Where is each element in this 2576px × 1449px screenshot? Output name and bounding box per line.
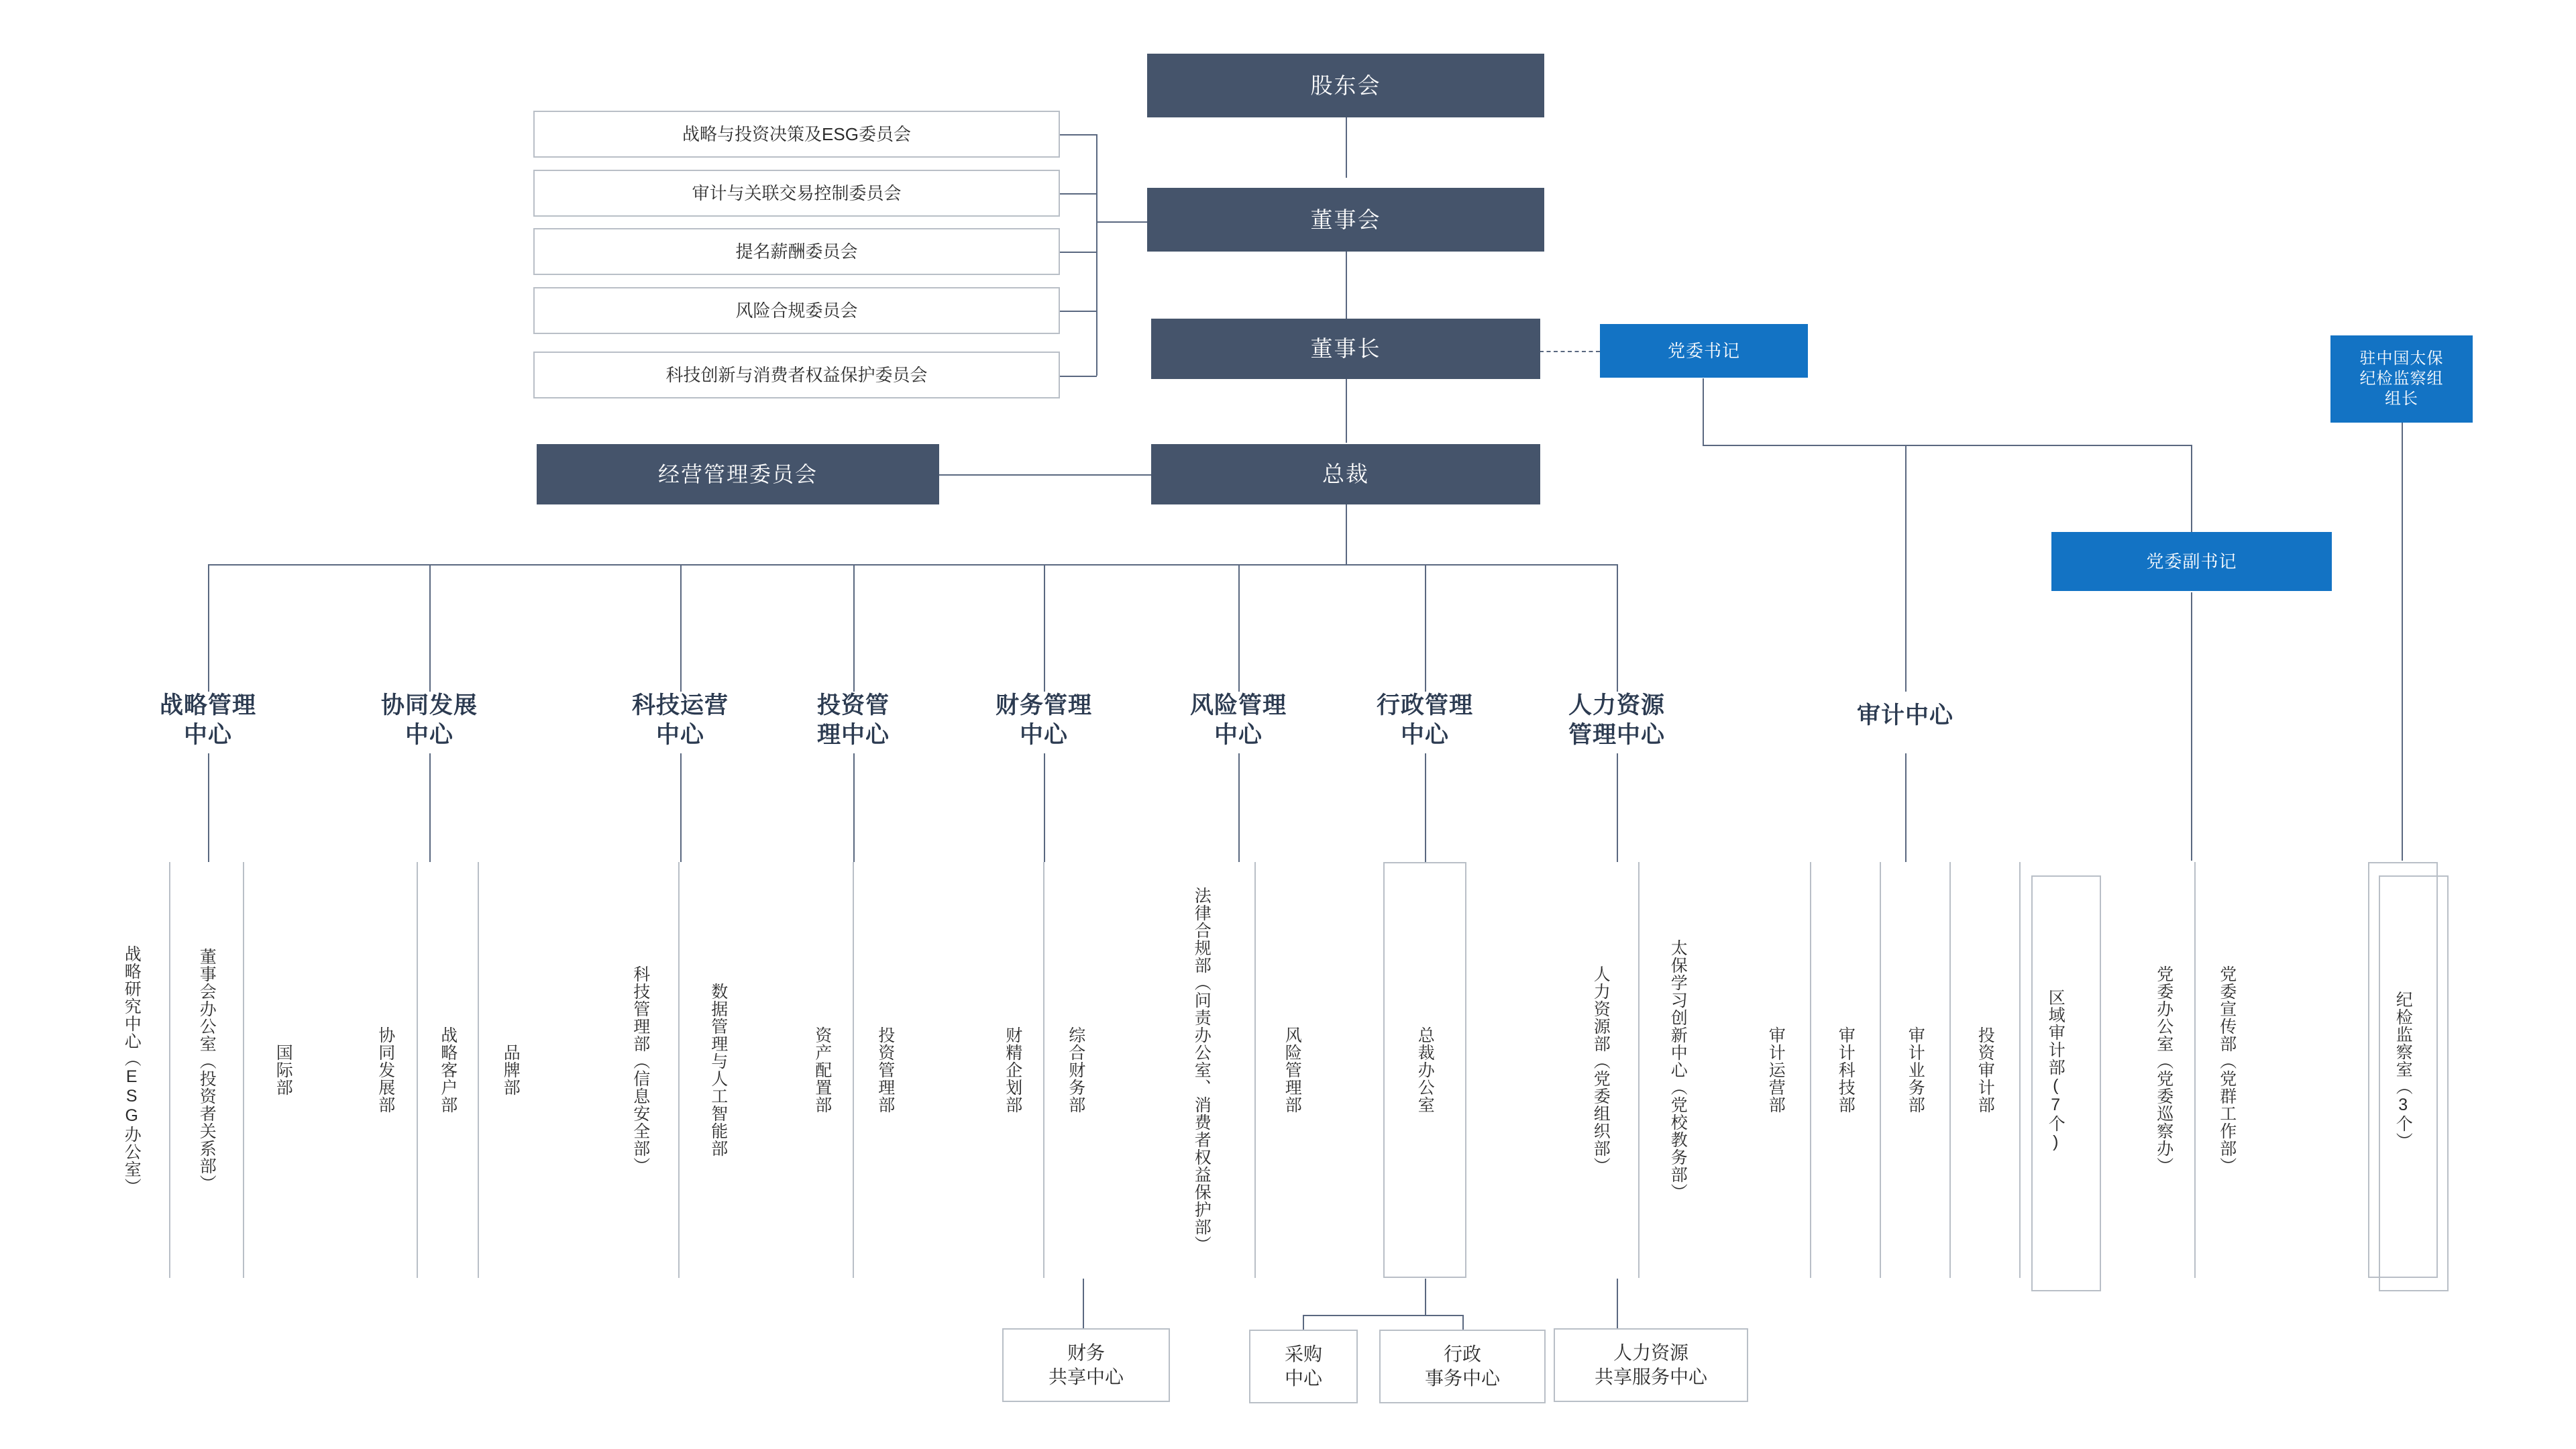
node-chairman[interactable]: 董事长 <box>1151 319 1540 379</box>
dept-audit-technology[interactable]: 审计科技部 <box>1811 862 1881 1278</box>
connector-committee-trunk <box>1096 134 1097 376</box>
center5-line2: 中心 <box>1019 721 1068 748</box>
connector-to-party-deputy <box>2191 445 2192 532</box>
dept-audit-business[interactable]: 审计业务部 <box>1881 862 1951 1278</box>
center-title-administration <box>1324 691 1525 750</box>
connector-board-chairman <box>1346 252 1347 319</box>
dept-brand[interactable]: 品牌部 <box>479 862 542 1278</box>
connector-party-secretary-down <box>1703 378 1704 445</box>
center6-line2: 中心 <box>1214 721 1263 748</box>
center5-line1: 财务管理 <box>995 692 1092 718</box>
dept-party-office[interactable]: 党委办公室（党委巡察办） <box>2133 862 2196 1278</box>
dept-taibao-learning-innovation[interactable]: 太保学习创新中心（党校教务部） <box>1640 862 1716 1278</box>
connector-center7-depts <box>1425 753 1426 862</box>
dept-collaborative-development[interactable]: 协同发展部 <box>354 862 417 1278</box>
connector-committee-3 <box>1060 252 1097 253</box>
committee-tech-innovation-consumer[interactable]: 科技创新与消费者权益保护委员会 <box>533 352 1060 398</box>
procurement-line-2: 中心 <box>1284 1368 1322 1389</box>
center-title-collaborative-development <box>329 691 530 750</box>
center6-line1: 风险管理 <box>1189 692 1287 718</box>
finance-shared-line-1: 财务 <box>1067 1342 1105 1363</box>
dept-investment-audit[interactable]: 投资审计部 <box>1951 862 2021 1278</box>
node-president[interactable]: 总裁 <box>1151 444 1540 504</box>
connector-center1-depts <box>208 753 209 862</box>
dept-asset-allocation[interactable]: 资产配置部 <box>792 862 854 1278</box>
connector-committee-1 <box>1060 134 1097 136</box>
dept-data-management-ai[interactable]: 数据管理与人工智能部 <box>680 862 757 1278</box>
dept-discipline-office-stack <box>2379 875 2449 1291</box>
dept-general-finance[interactable]: 综合财务部 <box>1044 862 1107 1278</box>
center-title-finance-management <box>943 691 1144 750</box>
finance-shared-line-2: 共享中心 <box>1048 1366 1124 1387</box>
node-discipline-group-leader[interactable] <box>2330 335 2473 423</box>
connector-center8-depts <box>1617 753 1618 862</box>
center4-line2: 理中心 <box>816 721 890 748</box>
connector-discipline-down <box>2402 423 2403 861</box>
connector-bus-center-1 <box>208 564 209 692</box>
center7-line2: 中心 <box>1400 721 1449 748</box>
connector-center2-depts <box>429 753 431 862</box>
node-shareholders[interactable]: 股东会 <box>1147 54 1544 117</box>
discipline-leader-line-3: 组长 <box>2385 390 2418 408</box>
connector-committee-4 <box>1060 311 1097 312</box>
node-admin-affairs-center[interactable] <box>1379 1330 1546 1403</box>
dept-audit-operations[interactable]: 审计运营部 <box>1741 862 1811 1278</box>
center8-line2: 管理中心 <box>1568 721 1665 748</box>
center-title-strategy-management <box>107 691 309 750</box>
center-title-investment-management <box>753 691 954 750</box>
connector-shareholders-board <box>1346 117 1347 178</box>
admin-affairs-line-2: 事务中心 <box>1424 1368 1500 1389</box>
connector-chairman-party-secretary <box>1540 351 1600 352</box>
connector-admin-down <box>1425 1279 1426 1316</box>
node-party-secretary[interactable]: 党委书记 <box>1600 324 1808 378</box>
dept-tech-management-infosec[interactable]: 科技管理部（信息安全部） <box>602 862 680 1278</box>
center-title-audit <box>1805 701 2006 731</box>
dept-strategy-research-esg[interactable]: 战略研究中心（ESG办公室） <box>94 862 169 1278</box>
hr-shared-line-2: 共享服务中心 <box>1594 1366 1707 1387</box>
node-hr-shared-service-center[interactable] <box>1554 1328 1748 1402</box>
connector-center4-depts <box>853 753 855 862</box>
center2-line2: 中心 <box>405 721 453 748</box>
dept-regional-audit[interactable]: 区域审计部(7个) <box>2021 862 2090 1278</box>
connector-bus-center-8 <box>1617 564 1618 692</box>
connector-finance-shared <box>1083 1279 1084 1328</box>
center3-line2: 中心 <box>655 721 704 748</box>
center-title-risk-management <box>1138 691 1339 750</box>
center2-line1: 协同发展 <box>380 692 478 718</box>
center1-line2: 中心 <box>183 721 232 748</box>
connector-bus-center-5 <box>1044 564 1045 692</box>
dept-president-office[interactable]: 总裁办公室 <box>1383 862 1466 1278</box>
committee-nomination-remuneration[interactable]: 提名薪酬委员会 <box>533 228 1060 275</box>
connector-procurement <box>1303 1315 1304 1330</box>
node-management-committee[interactable]: 经营管理委员会 <box>537 444 939 504</box>
center1-line1: 战略管理 <box>159 692 256 718</box>
node-procurement-center[interactable] <box>1249 1330 1358 1403</box>
connector-bus-center-3 <box>680 564 682 692</box>
committee-risk-compliance[interactable]: 风险合规委员会 <box>533 287 1060 334</box>
center7-line1: 行政管理 <box>1376 692 1473 718</box>
dept-board-office-ir[interactable]: 董事会办公室（投资者关系部） <box>169 862 244 1278</box>
dept-strategic-customer[interactable]: 战略客户部 <box>417 862 479 1278</box>
connector-party-secretary-right <box>1703 445 2192 446</box>
connector-committee-2 <box>1060 193 1097 195</box>
center-title-technology-operations <box>580 691 781 750</box>
connector-hr-shared <box>1617 1279 1618 1328</box>
node-party-deputy-secretary[interactable]: 党委副书记 <box>2051 532 2332 591</box>
discipline-leader-line-2: 纪检监察组 <box>2359 370 2444 388</box>
dept-party-propaganda[interactable]: 党委宣传部（党群工作部） <box>2196 862 2258 1278</box>
admin-affairs-line-1: 行政 <box>1443 1343 1481 1364</box>
dept-international[interactable]: 国际部 <box>244 862 322 1278</box>
hr-shared-line-1: 人力资源 <box>1613 1342 1688 1363</box>
dept-risk-management[interactable]: 风险管理部 <box>1256 862 1328 1278</box>
connector-bus-center-2 <box>429 564 431 692</box>
center4-line1: 投资管 <box>816 692 890 718</box>
connector-bus-center-6 <box>1238 564 1240 692</box>
discipline-leader-line-1: 驻中国太保 <box>2359 350 2444 368</box>
dept-discipline-inspection-office[interactable]: 纪检监察室（3个） <box>2368 862 2438 1278</box>
dept-human-resources[interactable]: 人力资源部（党委组织部） <box>1563 862 1640 1278</box>
center-title-human-resources <box>1509 691 1724 750</box>
connector-president-down <box>1346 504 1347 565</box>
connector-center5-depts <box>1044 753 1045 862</box>
dept-investment-management[interactable]: 投资管理部 <box>854 862 916 1278</box>
connector-audit-center <box>1905 445 1907 692</box>
center9-line1: 审计中心 <box>1856 702 1953 729</box>
committee-strategy-investment-esg[interactable]: 战略与投资决策及ESG委员会 <box>533 111 1060 158</box>
center8-line1: 人力资源 <box>1568 692 1665 718</box>
procurement-line-1: 采购 <box>1284 1343 1322 1364</box>
node-board-of-directors[interactable]: 董事会 <box>1147 188 1544 252</box>
connector-committee-5 <box>1060 376 1097 377</box>
connector-bus-center-7 <box>1425 564 1426 692</box>
center3-line1: 科技运营 <box>631 692 729 718</box>
node-finance-shared-center[interactable] <box>1002 1328 1170 1402</box>
committee-audit-related-party[interactable]: 审计与关联交易控制委员会 <box>533 170 1060 217</box>
connector-audit-depts <box>1905 753 1907 862</box>
connector-main-bus <box>208 564 1617 566</box>
dept-legal-compliance[interactable]: 法律合规部（问责办公室、消费者权益保护部） <box>1148 862 1256 1278</box>
dept-regional-audit-stack <box>2031 875 2101 1291</box>
dept-financial-planning[interactable]: 财精企划部 <box>982 862 1044 1278</box>
connector-chairman-president <box>1346 379 1347 443</box>
connector-center3-depts <box>680 753 682 862</box>
connector-bus-center-4 <box>853 564 855 692</box>
connector-party-deputy-down <box>2191 592 2192 861</box>
connector-admin-affairs <box>1462 1315 1464 1330</box>
connector-admin-split <box>1303 1315 1462 1316</box>
connector-center6-depts <box>1238 753 1240 862</box>
